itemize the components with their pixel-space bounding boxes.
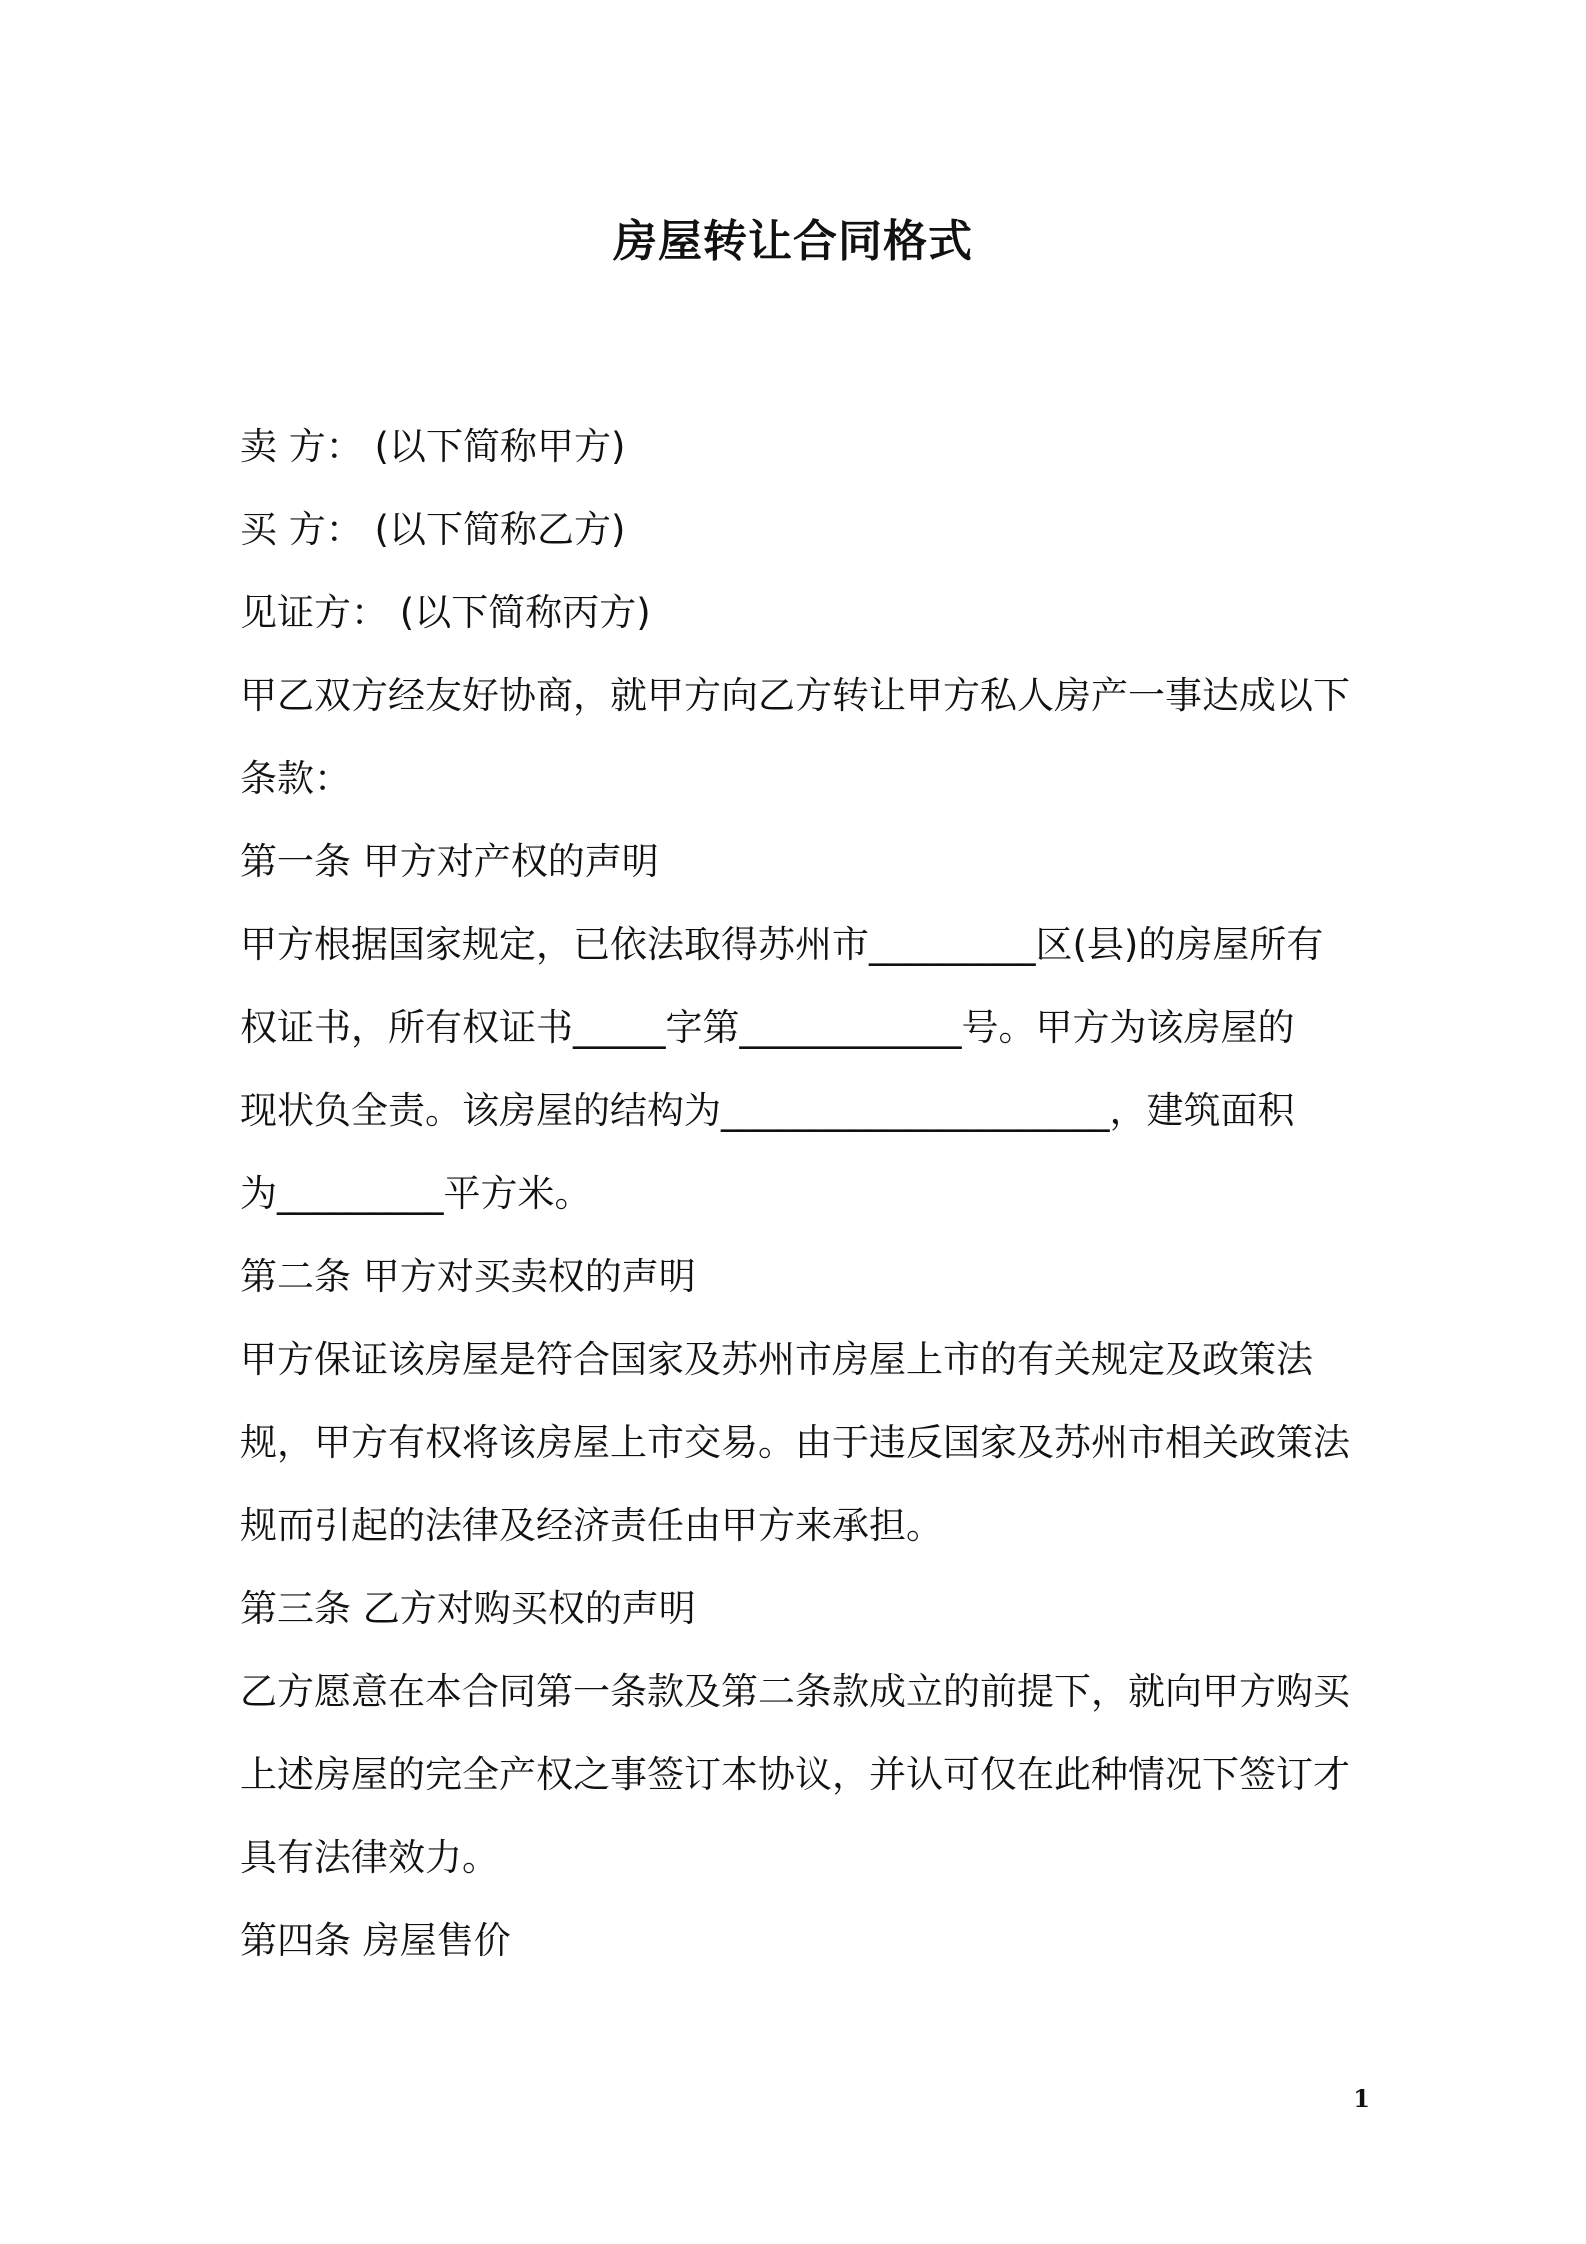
document-body xyxy=(240,405,1360,1982)
article-paragraph-line: 上述房屋的完全产权之事签订本协议，并认可仅在此种情况下签订才 xyxy=(240,1753,1350,1796)
article-heading: 第二条 甲方对买卖权的声明 xyxy=(240,1255,696,1298)
article-heading: 第一条 甲方对产权的声明 xyxy=(240,840,659,883)
witness-line: 见证方： (以下简称丙方) xyxy=(240,591,651,634)
article-heading: 第四条 房屋售价 xyxy=(240,1919,511,1962)
article-heading: 第三条 乙方对购买权的声明 xyxy=(240,1587,696,1630)
buyer-line: 买 方： (以下简称乙方) xyxy=(240,508,626,551)
article-paragraph-line: 甲方根据国家规定，已依法取得苏州市_________区(县)的房屋所有 xyxy=(240,923,1324,966)
article-paragraph-line: 规而引起的法律及经济责任由甲方来承担。 xyxy=(240,1504,943,1547)
article-paragraph-line: 规，甲方有权将该房屋上市交易。由于违反国家及苏州市相关政策法 xyxy=(240,1421,1350,1464)
article-paragraph-line: 权证书，所有权证书_____字第____________号。甲方为该房屋的 xyxy=(240,1006,1295,1049)
page-number: 1 xyxy=(1353,2084,1370,2113)
article-paragraph-line: 为_________平方米。 xyxy=(240,1172,592,1215)
seller-line: 卖 方： (以下简称甲方) xyxy=(240,425,626,468)
article-paragraph-line: 现状负全责。该房屋的结构为_____________________，建筑面积 xyxy=(240,1089,1295,1132)
document-title: 房屋转让合同格式 xyxy=(613,216,973,267)
intro-paragraph-line: 条款： xyxy=(240,757,351,800)
article-paragraph-line: 甲方保证该房屋是符合国家及苏州市房屋上市的有关规定及政策法 xyxy=(240,1338,1313,1381)
intro-paragraph-line: 甲乙双方经友好协商，就甲方向乙方转让甲方私人房产一事达成以下 xyxy=(240,674,1350,717)
article-paragraph-line: 乙方愿意在本合同第一条款及第二条款成立的前提下，就向甲方购买 xyxy=(240,1670,1350,1713)
article-paragraph-line: 具有法律效力。 xyxy=(240,1836,499,1879)
